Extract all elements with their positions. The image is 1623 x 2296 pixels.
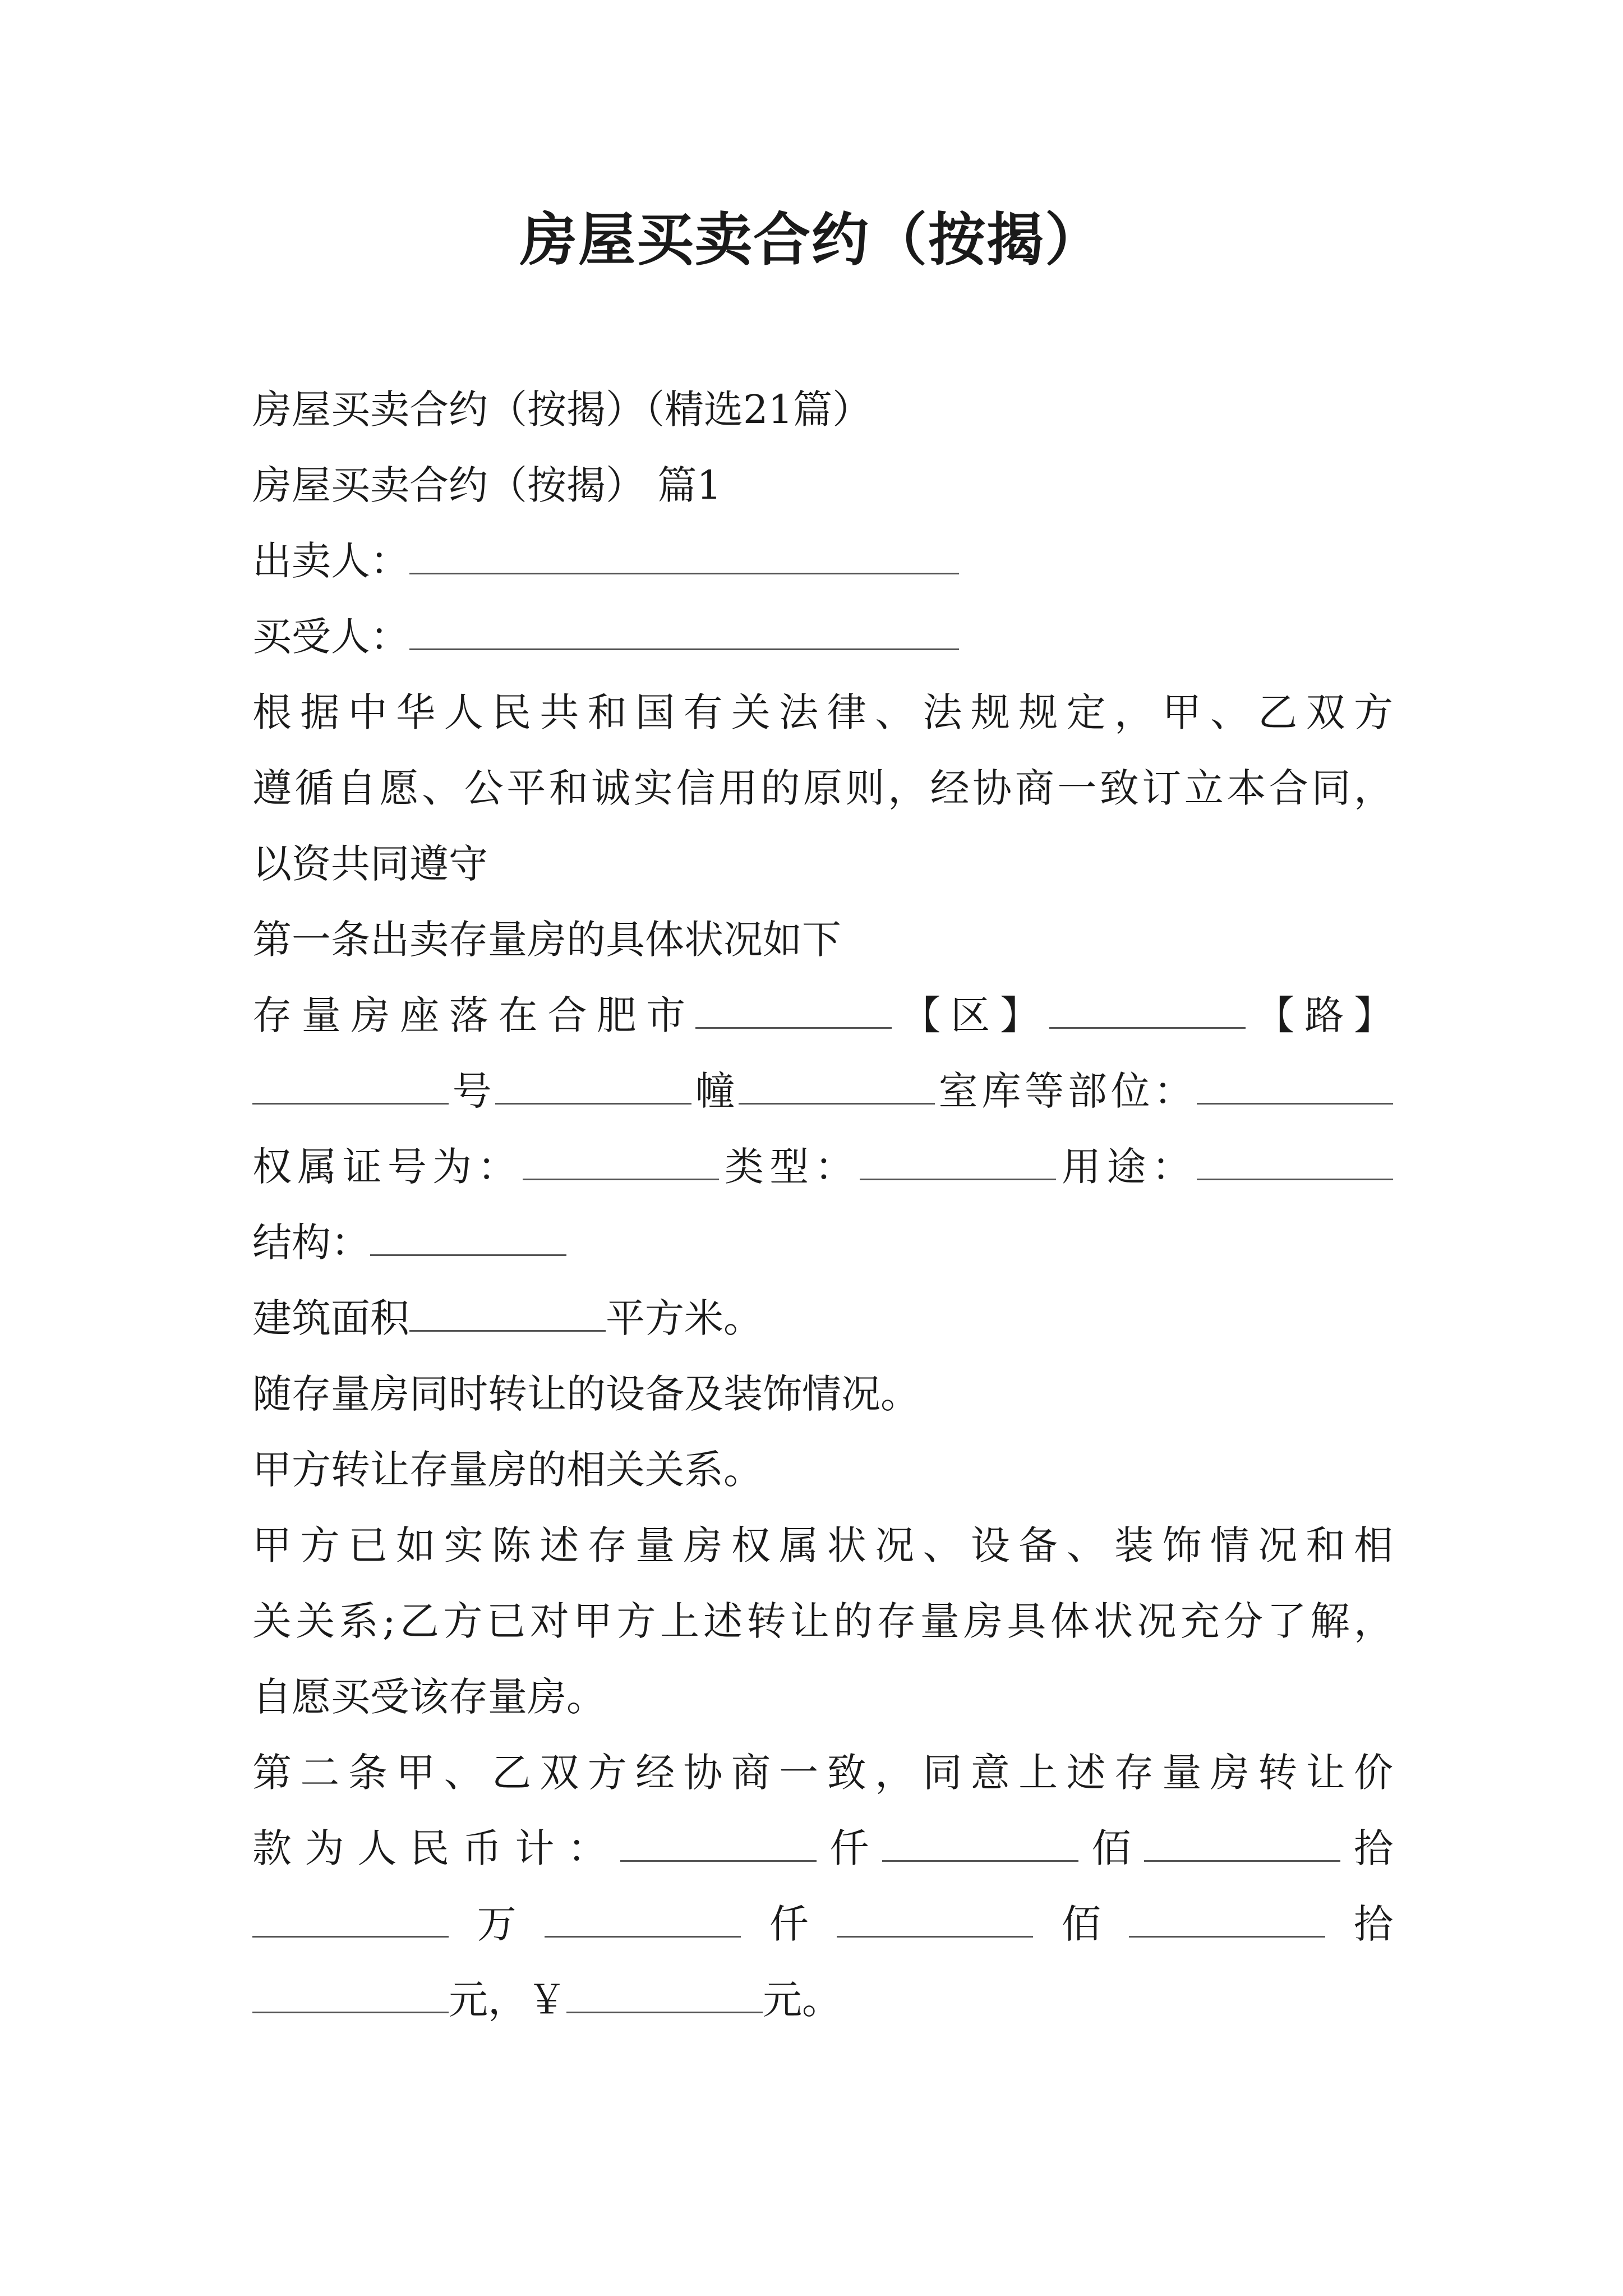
unit-bai: 佰 xyxy=(1033,1901,1129,1947)
unit-qian: 仟 xyxy=(816,1825,883,1871)
price-line-1 xyxy=(252,1823,1393,1874)
seller-label: 出卖人： xyxy=(252,538,409,584)
paragraph-text: 以资共同遵守 xyxy=(252,841,488,887)
blank-field xyxy=(370,1221,566,1256)
buyer-blank xyxy=(409,615,959,650)
road-label: 【路】 xyxy=(1245,992,1393,1038)
room-label: 室库等部位： xyxy=(934,1068,1197,1114)
paragraph-text: 甲方已如实陈述存量房权属状况、设备、装饰情况和相 xyxy=(252,1522,1393,1568)
blank-field xyxy=(1144,1826,1340,1862)
paragraph-text: 关关系;乙方已对甲方上述转让的存量房具体状况充分了解， xyxy=(252,1598,1393,1644)
article-1-heading: 第一条出卖存量房的具体状况如下 xyxy=(252,917,841,963)
blank-field xyxy=(1197,1145,1393,1180)
buyer-label: 买受人： xyxy=(252,614,409,660)
unit-shi: 拾 xyxy=(1340,1825,1394,1871)
building-label: 幢 xyxy=(691,1068,739,1114)
location-line-2 xyxy=(252,1066,1393,1116)
blank-field xyxy=(1129,1902,1325,1938)
unit-shi: 拾 xyxy=(1325,1901,1394,1947)
price-line-2 xyxy=(252,1899,1393,1949)
paragraph-text: 根据中华人民共和国有关法律、法规规定，甲、乙双方 xyxy=(252,689,1393,735)
paragraph-text: 甲方转让存量房的相关关系。 xyxy=(252,1447,763,1493)
paragraph-text: 自愿买受该存量房。 xyxy=(252,1674,606,1720)
use-label: 用途： xyxy=(1055,1144,1197,1190)
district-label: 【区】 xyxy=(891,992,1049,1038)
type-label: 类型： xyxy=(718,1144,860,1190)
location-line xyxy=(252,990,1393,1041)
blank-field xyxy=(252,1902,449,1938)
blank-field xyxy=(409,1296,606,1332)
unit-wan: 万 xyxy=(449,1901,545,1947)
blank-field xyxy=(620,1826,817,1862)
property-info-line xyxy=(252,1142,1393,1192)
seller-line xyxy=(252,536,1393,586)
blank-field xyxy=(252,1069,449,1105)
blank-field xyxy=(860,1145,1056,1180)
area-unit: 平方米。 xyxy=(606,1295,763,1341)
structure-label: 结构： xyxy=(252,1220,370,1266)
paragraph-text: 遵循自愿、公平和诚实信用的原则，经协商一致订立本合同， xyxy=(252,765,1393,811)
area-label: 建筑面积 xyxy=(252,1295,409,1341)
structure-line xyxy=(252,1217,1393,1268)
blank-field xyxy=(252,1978,449,2013)
blank-field xyxy=(695,993,892,1029)
blank-field xyxy=(739,1069,935,1105)
section-heading: 房屋买卖合约（按揭） 篇1 xyxy=(252,462,722,508)
seller-blank xyxy=(409,539,959,574)
area-line xyxy=(252,1293,1393,1343)
paragraph-text: 随存量房同时转让的设备及装饰情况。 xyxy=(252,1371,920,1417)
article-2-text: 第二条甲、乙双方经协商一致，同意上述存量房转让价 xyxy=(252,1750,1393,1796)
blank-field xyxy=(1197,1069,1393,1105)
blank-field xyxy=(837,1902,1033,1938)
cert-label: 权属证号为： xyxy=(252,1144,523,1190)
blank-field xyxy=(523,1145,719,1180)
number-label: 号 xyxy=(449,1068,496,1114)
location-label: 存量房座落在合肥市 xyxy=(252,992,695,1038)
unit-bai: 佰 xyxy=(1078,1825,1145,1871)
subtitle-line: 房屋买卖合约（按揭）（精选21篇） xyxy=(252,386,872,432)
buyer-line xyxy=(252,611,1393,662)
unit-yuan-amount: 元，￥ xyxy=(449,1977,566,2023)
unit-yuan: 元。 xyxy=(763,1977,841,2023)
document-title: 房屋买卖合约（按揭） xyxy=(520,206,1103,274)
price-label: 款为人民币计： xyxy=(252,1825,620,1871)
blank-field xyxy=(545,1902,741,1938)
blank-field xyxy=(1049,993,1246,1029)
blank-field xyxy=(495,1069,691,1105)
blank-field xyxy=(882,1826,1078,1862)
price-line-3 xyxy=(252,1975,1393,2025)
unit-qian: 仟 xyxy=(741,1901,837,1947)
blank-field xyxy=(566,1978,763,2013)
